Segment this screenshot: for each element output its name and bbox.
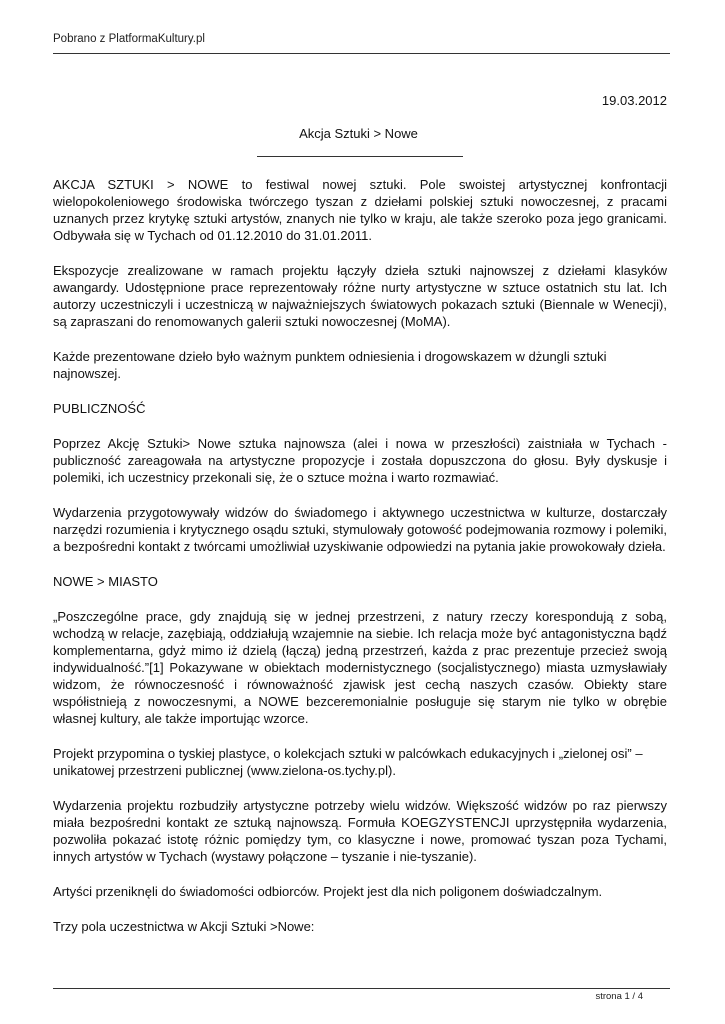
paragraph-intro: AKCJA SZTUKI > NOWE to festiwal nowej sztuki. Pole swoistej artystycznej konfrontacji wielopokoleniowego środowiska twórczego tyszan z dziełami polskiej sztuki nowoczesnej, z pracami uznanych przez krytykę sztuki artystów, znanych nie tylko w kraju, ale także szeroko poza jego granicami. Odbywała się w Tychach od 01.12.2010 do 31.01.2011. bbox=[53, 177, 667, 243]
document-date: 19.03.2012 bbox=[601, 93, 667, 108]
page-number: strona 1 / 4 bbox=[595, 991, 643, 1002]
paragraph-audience: Poprzez Akcję Sztuki> Nowe sztuka najnowsza (alei i nowa w przeszłości) zaistniała w Tychach - publiczność zareagowała na artystyczne propozycje i została dopuszczona do głosu. Były dyskusje i polemiki, ich uczestnicy przekonali się, że o sztuce można i warto rozmawiać. bbox=[53, 436, 667, 485]
paragraph-quote: „Poszczególne prace, gdy znajdują się w jednej przestrzeni, z natury rzeczy korespondują z sobą, wchodzą w relacje, zazębiają, oddziałują wzajemnie na siebie. Ich relacja może być antagonistyczna bądź komplementarna, gdyż mimo iż dzielą (łączą) jedną przestrzeń, każda z prac prezentuje przecież swoją indywidualność.”[1] Pokazywane w obiektach modernistycznego (socjalistycznego) miasta uzmysławiały widzom, że równoczesność i równoważność zjawisk jest cechą naszych czasów. Obiekty stare współistnieją z nowoczesnymi, a NOWE bezceremonialnie posługuje się starym nie tylko w obrębie własnej kultury, ale także importując wzorce. bbox=[53, 609, 667, 726]
section-heading-city: NOWE > MIASTO bbox=[53, 574, 158, 589]
paragraph-artists: Artyści przeniknęli do świadomości odbiorców. Projekt jest dla nich poligonem doświadczalnym. bbox=[53, 884, 603, 899]
paragraph-events: Wydarzenia przygotowywały widzów do świadomego i aktywnego uczestnictwa w kulturze, dostarczały narzędzi rozumienia i krytycznego osądu sztuki, stymulowały gotowość podejmowania rozmowy i polemiki, a bezpośredni kontakt z twórcami umożliwiał uzyskiwanie odpowiedzi na pytania jakie prowokowały dzieła. bbox=[53, 505, 667, 554]
section-heading-audience: PUBLICZNOŚĆ bbox=[53, 401, 146, 416]
header-source-text: Pobrano z PlatformaKultury.pl bbox=[53, 33, 205, 45]
paragraph-participation-fields: Trzy pola uczestnictwa w Akcji Sztuki >Nowe: bbox=[53, 919, 315, 934]
document-title: Akcja Sztuki > Nowe bbox=[299, 126, 418, 141]
document-body bbox=[53, 176, 667, 953]
header-divider bbox=[53, 53, 670, 54]
paragraph-reference-point: Każde prezentowane dzieło było ważnym punktem odniesienia i drogowskazem w dżungli sztuki najnowszej. bbox=[53, 349, 607, 381]
paragraph-coexistence: Wydarzenia projektu rozbudziły artystyczne potrzeby wielu widzów. Większość widzów po raz pierwszy miała bezpośredni kontakt ze sztuką najnowszą. Formuła KOEGZYSTENCJI uprzystępniła wydarzenia, pozwoliła pokazać istotę różnic pomiędzy tym, co klasyczne i nowe, promować tyszan poza Tychami, innych artystów w Tychach (wystawy połączone – tyszanie i nie-tyszanie). bbox=[53, 798, 667, 864]
paragraph-local-art: Projekt przypomina o tyskiej plastyce, o kolekcjach sztuki w palcówkach edukacyjnych i „zielonej osi” – unikatowej przestrzeni publicznej (www.zielona-os.tychy.pl). bbox=[53, 746, 643, 778]
title-underline bbox=[257, 156, 463, 157]
footer-divider bbox=[53, 988, 670, 989]
paragraph-exhibitions: Ekspozycje zrealizowane w ramach projektu łączyły dzieła sztuki najnowszej z dziełami klasyków awangardy. Udostępnione prace reprezentowały różne nurty artystyczne w sztuce ostatnich stu lat. Ich autorzy uczestniczyli i uczestniczą w najważniejszych światowych pokazach sztuki (Biennale w Wenecji), są zapraszani do renomowanych galerii sztuki nowoczesnej (MoMA). bbox=[53, 263, 667, 329]
